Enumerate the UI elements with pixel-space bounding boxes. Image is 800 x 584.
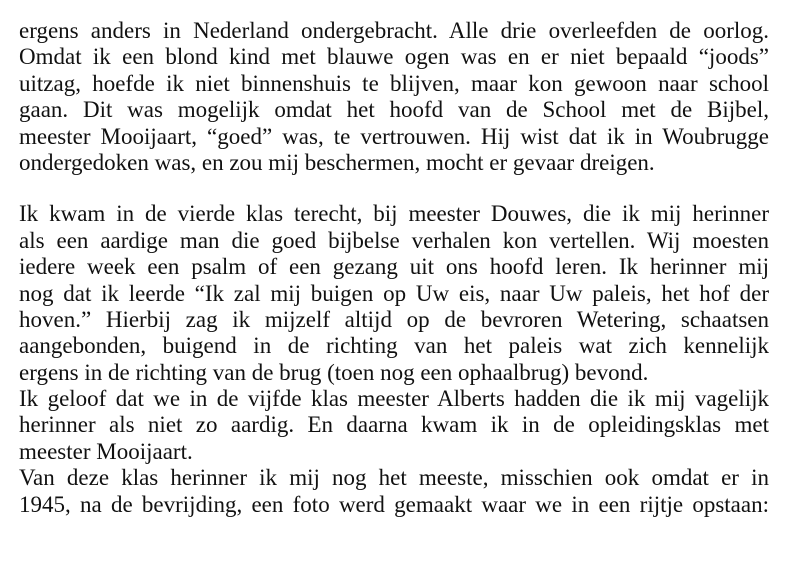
body-text	[19, 18, 769, 518]
text-line: Van deze klas herinner ik mij nog het meeste, misschien ook omdat er in	[19, 465, 769, 491]
paragraph-4	[19, 465, 769, 518]
text-line: meester Mooijaart.	[19, 438, 193, 464]
text-line: meester Mooijaart, “goed” was, te vertrouwen. Hij wist dat ik in Woubrugge	[19, 123, 769, 149]
text-line: nog dat ik leerde “Ik zal mij buigen op Uw eis, naar Uw paleis, het hof der	[19, 280, 769, 306]
paragraph-gap	[19, 176, 769, 201]
paragraph-3	[19, 386, 769, 465]
text-line: Omdat ik een blond kind met blauwe ogen was en er niet bepaald “joods”	[19, 44, 769, 70]
text-line: ondergedoken was, en zou mij beschermen, mocht er gevaar dreigen.	[19, 149, 655, 175]
text-line: iedere week een psalm of een gezang uit ons hoofd leren. Ik herinner mij	[19, 254, 769, 280]
text-line: herinner als niet zo aardig. En daarna kwam ik in de opleidingsklas met	[19, 412, 769, 438]
text-line: gaan. Dit was mogelijk omdat het hoofd van de School met de Bijbel,	[19, 97, 769, 123]
text-line: als een aardige man die goed bijbelse verhalen kon vertellen. Wij moesten	[19, 227, 769, 253]
text-line: ergens anders in Nederland ondergebracht. Alle drie overleefden de oorlog.	[19, 18, 769, 43]
text-line: aangebonden, buigend in de richting van het paleis wat zich kennelijk	[19, 333, 769, 359]
paragraph-1	[19, 18, 769, 176]
text-line: hoven.” Hierbij zag ik mijzelf altijd op de bevroren Wetering, schaatsen	[19, 306, 769, 332]
text-line: ergens in de richting van de brug (toen nog een ophaalbrug) bevond.	[19, 359, 649, 385]
text-line: Ik kwam in de vierde klas terecht, bij meester Douwes, die ik mij herinner	[19, 201, 769, 227]
text-line: Ik geloof dat we in de vijfde klas meester Alberts hadden die ik mij vagelijk	[19, 386, 769, 412]
text-line: 1945, na de bevrijding, een foto werd gemaakt waar we in een rijtje opstaan:	[19, 491, 769, 517]
paragraph-2	[19, 201, 769, 386]
text-line: uitzag, hoefde ik niet binnenshuis te blijven, maar kon gewoon naar school	[19, 70, 769, 96]
